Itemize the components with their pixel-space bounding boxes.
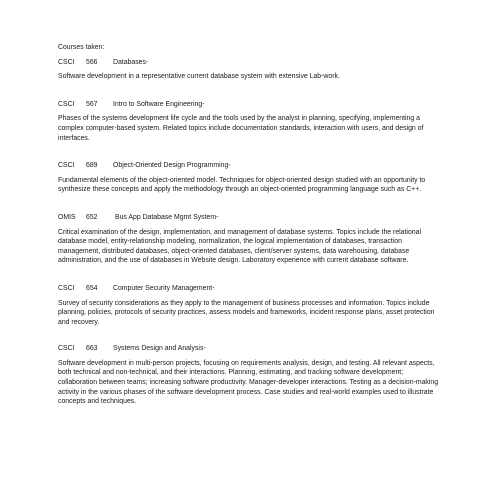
course-dept: CSCI (58, 284, 75, 292)
course-dept: CSCI (58, 58, 75, 66)
course-dept: OMIS (58, 213, 76, 221)
course-description: Software development in multi-person projects, focusing on requirements analysis, design, and testing. All relevant aspects, both technical and non-technical, and their interactions. Planning, estimating, and tracking software development; collaboration between teams; increasing software productivity. Manager-developer interactions. Testing as a decision-making activity in the various phases of the software development process. Case studies and real-world examples used to illustrate concepts and techniques. (58, 359, 439, 406)
course-title: Bus App Database Mgmt System- (115, 213, 219, 221)
document-page (58, 43, 443, 407)
course-description: Phases of the systems development life cycle and the tools used by the analyst in planning, specifying, implementing a complex computer-based system. Related topics include documentation standards, interaction with users, and design of interfaces. (58, 115, 424, 142)
spacer (58, 327, 443, 344)
course-header (58, 161, 443, 171)
course-dept: CSCI (58, 162, 75, 170)
course-header (58, 344, 443, 354)
course-header (58, 213, 443, 223)
course-title: Intro to Software Engineering- (113, 100, 205, 108)
course-number: 652 (86, 213, 98, 221)
course-number: 689 (86, 162, 98, 170)
course-title: Computer Security Management- (113, 284, 215, 292)
spacer (58, 143, 443, 161)
course-number: 567 (86, 100, 98, 108)
courses-heading: Courses taken: (58, 44, 105, 51)
course-item-csci-689 (58, 161, 443, 195)
course-number: 663 (86, 345, 98, 353)
course-description: Survey of security considerations as they apply to the management of business processes and information. Topics include planning, policies, protocols of security practices, assess models and frameworks, incident response plans, asset protection and recovery. (58, 299, 435, 326)
course-number: 654 (86, 284, 98, 292)
course-item-csci-654 (58, 284, 443, 327)
spacer (58, 82, 443, 100)
course-dept: CSCI (58, 345, 75, 353)
course-description: Software development in a representative current database system with extensive Lab-work. (58, 73, 340, 81)
course-title: Systems Design and Analysis- (113, 345, 206, 353)
spacer (58, 195, 443, 213)
course-description: Critical examination of the design, implementation, and management of database systems. Topics include the relational database model, entity-relationship modeling, normalization, the logical implementation of databases, transaction management, distributed databases, object-oriented databases, client/server systems, data warehousing, database administration, and the use of databases in Website design. Laboratory experience with current database software. (58, 228, 421, 265)
course-title: Object-Oriented Design Programming- (113, 162, 231, 170)
course-header (58, 284, 443, 294)
course-header (58, 58, 443, 68)
course-number: 566 (86, 58, 98, 66)
course-dept: CSCI (58, 100, 75, 108)
course-description: Fundamental elements of the object-oriented model. Techniques for object-oriented design studied with an opportunity to synthesize these concepts and apply the methodology through an object-oriented programming language such as C++. (58, 176, 426, 194)
course-item-csci-663 (58, 344, 443, 407)
course-item-omis-652 (58, 213, 443, 266)
course-item-csci-567 (58, 100, 443, 143)
course-title: Databases- (113, 58, 149, 66)
course-header (58, 100, 443, 110)
spacer (58, 266, 443, 284)
course-item-csci-566 (58, 58, 443, 82)
